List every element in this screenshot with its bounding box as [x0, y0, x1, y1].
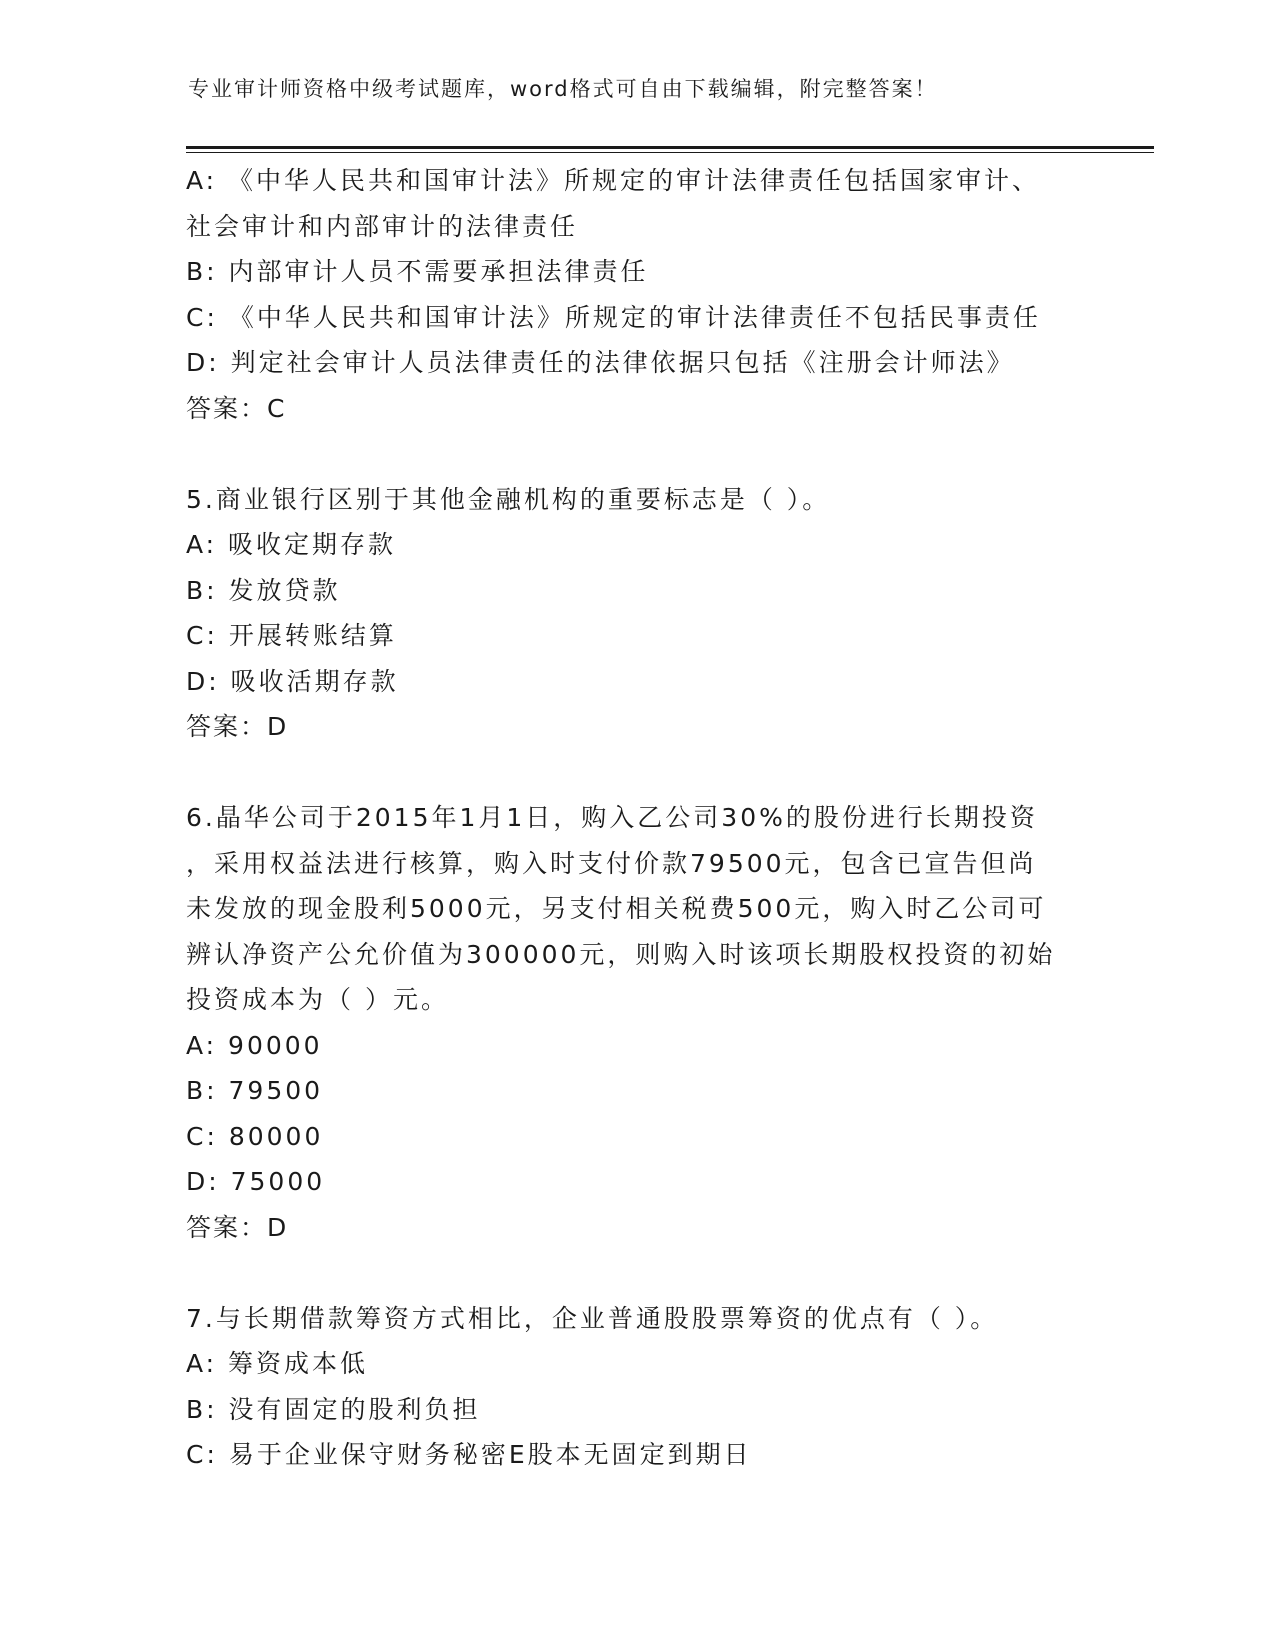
question-text-line: 未发放的现金股利5000元，另支付相关税费500元，购入时乙公司可 — [186, 894, 1047, 923]
question-4-partial — [186, 158, 1086, 431]
option-b: B: 内部审计人员不需要承担法律责任 — [186, 257, 649, 286]
question-5 — [186, 477, 1086, 750]
option-a: A: 90000 — [186, 1030, 323, 1060]
option-c: C: 易于企业保守财务秘密E股本无固定到期日 — [186, 1440, 752, 1469]
answer: 答案：D — [186, 712, 289, 741]
option-d: D: 判定社会审计人员法律责任的法律依据只包括《注册会计师法》 — [186, 348, 1015, 377]
question-content — [186, 158, 1086, 1478]
option-b: B: 发放贷款 — [186, 575, 341, 605]
header-rule-thin — [186, 152, 1154, 153]
question-text-line: 6.晶华公司于2015年1月1日，购入乙公司30%的股份进行长期投资 — [186, 803, 1038, 832]
option-d: D: 吸收活期存款 — [186, 666, 399, 696]
question-text-line: 投资成本为（ ）元。 — [186, 985, 449, 1014]
question-text: 5.商业银行区别于其他金融机构的重要标志是（ ）。 — [186, 484, 831, 514]
question-text-line: 辨认净资产公允价值为300000元，则购入时该项长期股权投资的初始 — [186, 939, 1056, 969]
answer: 答案：D — [186, 1212, 289, 1242]
option-a: A: 筹资成本低 — [186, 1349, 369, 1378]
spacer — [186, 750, 1086, 796]
option-a: A: 《中华人民共和国审计法》所规定的审计法律责任包括国家审计、 — [186, 166, 1041, 195]
option-b: B: 没有固定的股利负担 — [186, 1394, 481, 1424]
spacer — [186, 431, 1086, 477]
option-a-continued: 社会审计和内部审计的法律责任 — [186, 211, 579, 241]
question-6 — [186, 795, 1086, 1250]
header-rule-thick — [186, 146, 1154, 149]
option-a: A: 吸收定期存款 — [186, 530, 397, 559]
question-7 — [186, 1296, 1086, 1478]
option-c: C: 80000 — [186, 1121, 324, 1151]
question-text: 7.与长期借款筹资方式相比，企业普通股股票筹资的优点有（ ）。 — [186, 1303, 999, 1333]
option-c: C: 开展转账结算 — [186, 621, 397, 650]
question-text-line: ，采用权益法进行核算，购入时支付价款79500元，包含已宣告但尚 — [186, 848, 1037, 878]
option-d: D: 75000 — [186, 1167, 326, 1196]
option-c: C: 《中华人民共和国审计法》所规定的审计法律责任不包括民事责任 — [186, 302, 1041, 332]
spacer — [186, 1250, 1086, 1296]
option-b: B: 79500 — [186, 1076, 324, 1105]
page-header: 专业审计师资格中级考试题库，word格式可自由下载编辑，附完整答案！ — [188, 77, 938, 101]
answer: 答案：C — [186, 393, 287, 423]
